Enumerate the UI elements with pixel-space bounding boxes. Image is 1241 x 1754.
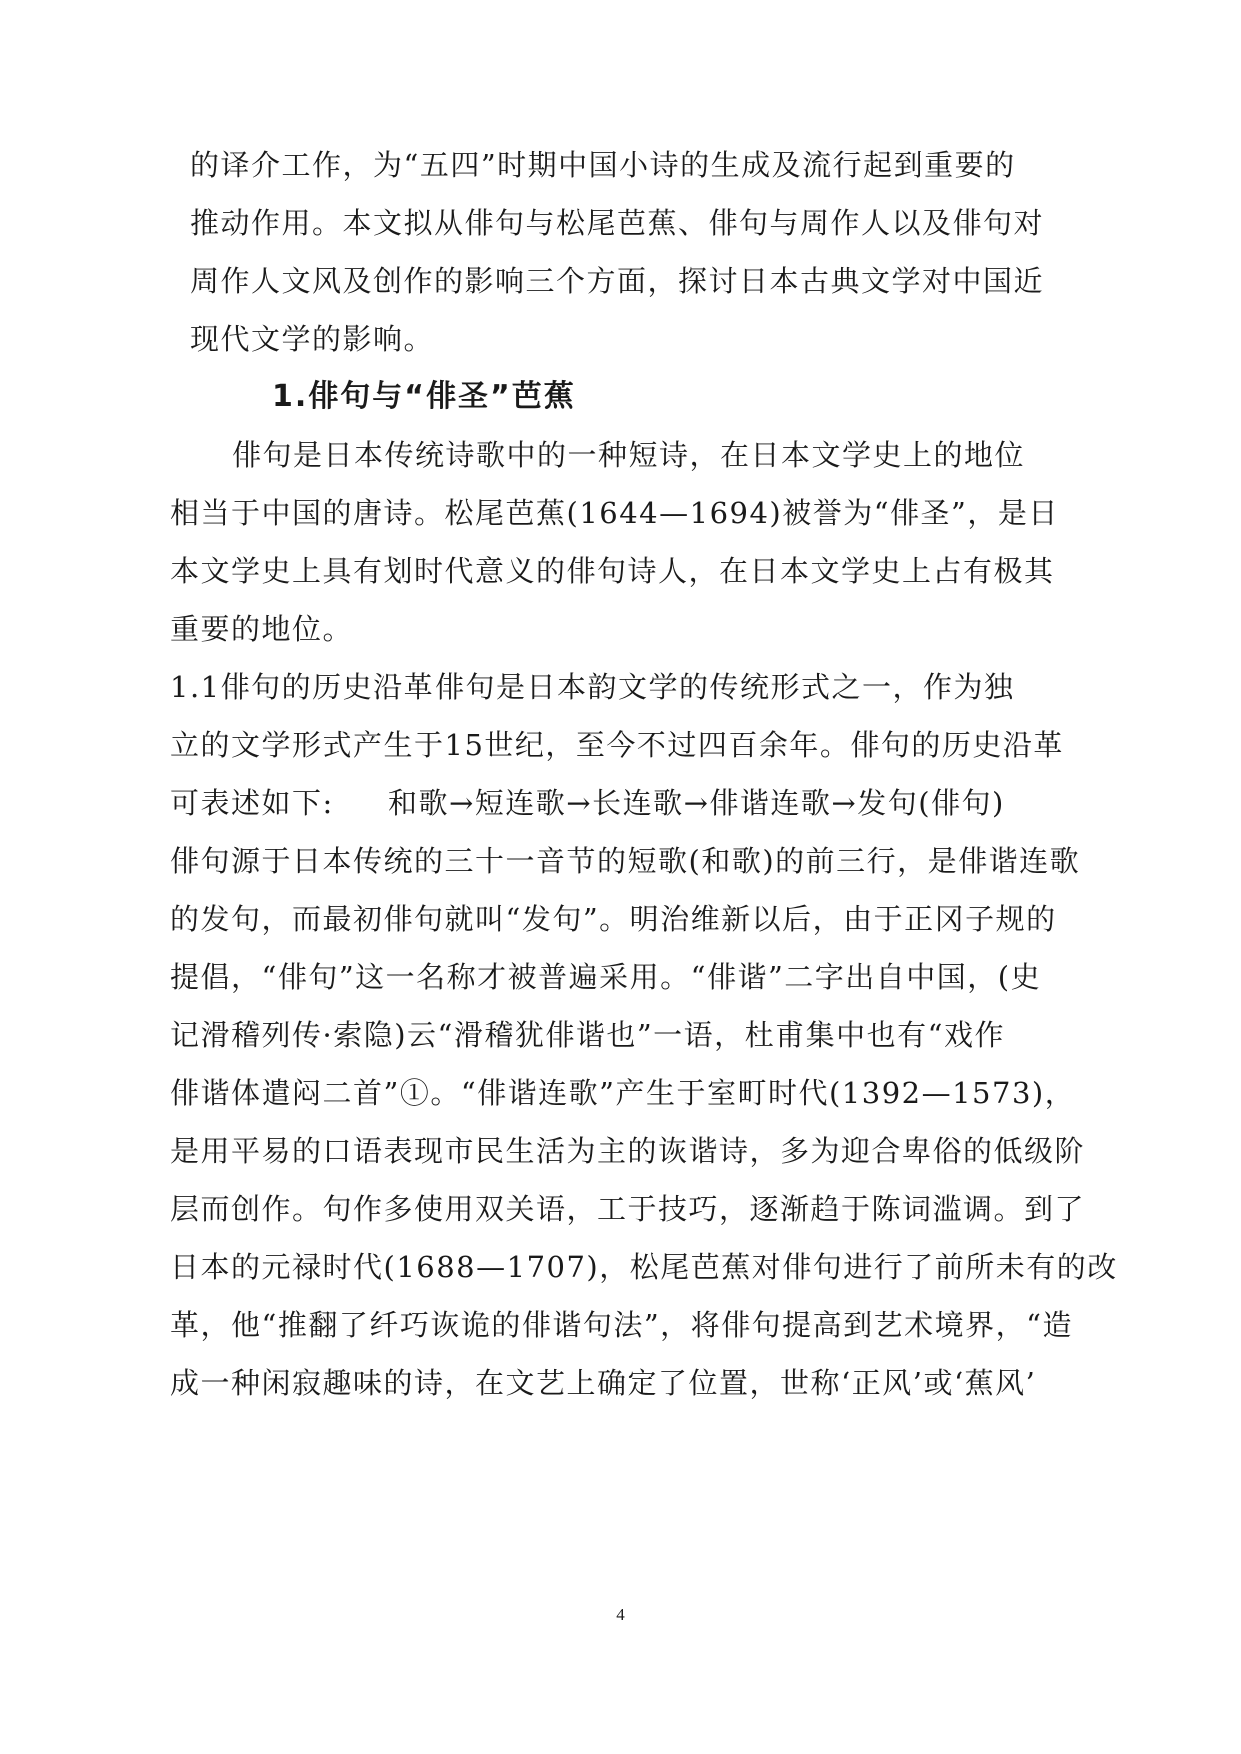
paragraph-line: 推动作用。本文拟从俳句与松尾芭蕉、俳句与周作人以及俳句对 (190, 206, 1045, 240)
paragraph-line: 俳句是日本传统诗歌中的一种短诗，在日本文学史上的地位 (232, 438, 1026, 472)
paragraph-line: 的发句，而最初俳句就叫“发句”。明治维新以后，由于正冈子规的 (170, 902, 1057, 936)
paragraph-line: 重要的地位。 (170, 612, 354, 646)
section-heading: 1.俳句与“俳圣”芭蕉 (272, 379, 576, 414)
paragraph-line: 立的文学形式产生于15世纪，至今不过四百余年。俳句的历史沿革 (170, 728, 1064, 762)
paragraph-line: 俳句源于日本传统的三十一音节的短歌(和歌)的前三行，是俳谐连歌 (170, 844, 1081, 878)
flow-sequence: 和歌→短连歌→长连歌→俳谐连歌→发句(俳句) (388, 786, 1005, 820)
paragraph-line: 革，他“推翻了纤巧诙诡的俳谐句法”，将俳句提高到艺术境界，“造 (170, 1308, 1073, 1342)
paragraph-line: 周作人文风及创作的影响三个方面，探讨日本古典文学对中国近 (190, 264, 1045, 298)
paragraph-line: 成一种闲寂趣味的诗，在文艺上确定了位置，世称‘正风’或‘蕉风’ (170, 1366, 1037, 1400)
paragraph-line: 相当于中国的唐诗。松尾芭蕉(1644—1694)被誉为“俳圣”，是日 (170, 496, 1059, 530)
paragraph-line: 俳谐体遣闷二首”①。“俳谐连歌”产生于室町时代(1392—1573)， (170, 1076, 1076, 1110)
paragraph-line: 本文学史上具有划时代意义的俳句诗人，在日本文学史上占有极其 (170, 554, 1055, 588)
paragraph-line: 现代文学的影响。 (190, 322, 435, 356)
paragraph-line: 层而创作。句作多使用双关语，工于技巧，逐渐趋于陈词滥调。到了 (170, 1192, 1086, 1226)
paragraph-line: 记滑稽列传·索隐)云“滑稽犹俳谐也”一语，杜甫集中也有“戏作 (170, 1018, 1006, 1052)
paragraph-line: 是用平易的口语表现市民生活为主的诙谐诗，多为迎合卑俗的低级阶 (170, 1134, 1086, 1168)
page-number: 4 (616, 1605, 625, 1624)
paragraph-line: 提倡，“俳句”这一名称才被普遍采用。“俳谐”二字出自中国，(史 (170, 960, 1042, 994)
flow-label: 可表述如下: (170, 786, 334, 820)
subsection-label: 1.1俳句的历史沿革 (170, 670, 435, 704)
paragraph-line: 俳句是日本韵文学的传统形式之一，作为独 (435, 670, 1015, 704)
paragraph-line: 日本的元禄时代(1688—1707)，松尾芭蕉对俳句进行了前所未有的改 (170, 1250, 1118, 1284)
paragraph-line: 的译介工作，为“五四”时期中国小诗的生成及流行起到重要的 (190, 148, 1016, 182)
